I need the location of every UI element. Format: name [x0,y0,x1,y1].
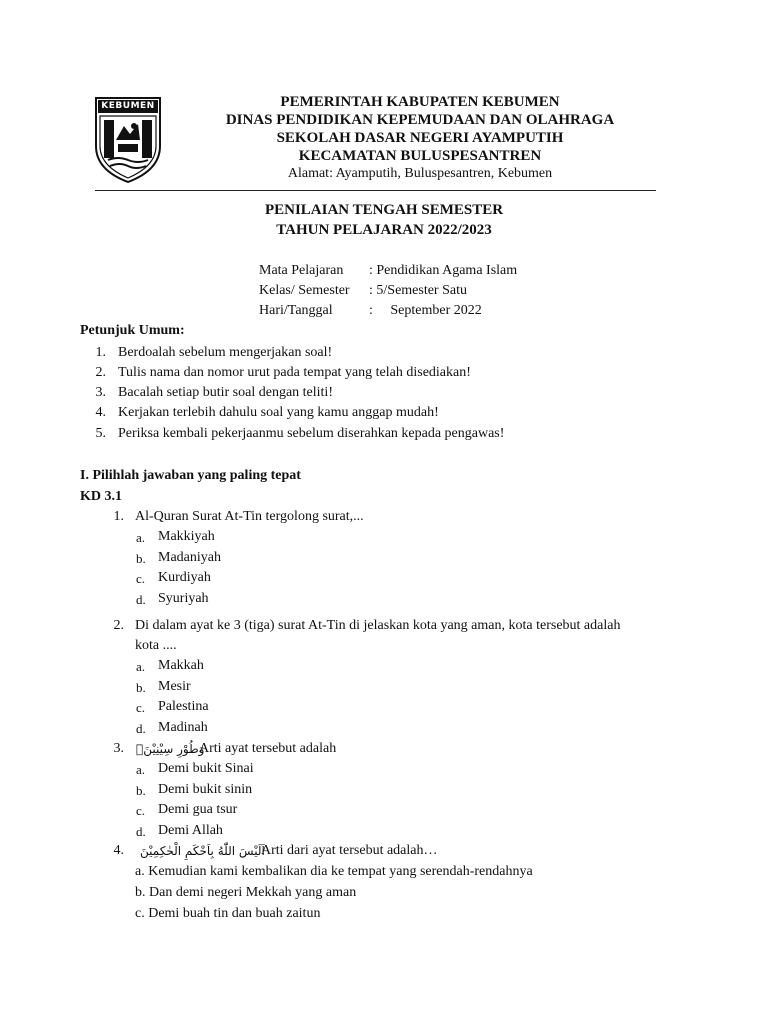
section-kd: KD 3.1 [80,489,122,504]
instruction-text: Periksa kembali pekerjaanmu sebelum diserahkan kepada pengawas! [118,426,505,441]
header-address: Alamat: Ayamputih, Buluspesantren, Kebumen [287,166,553,181]
header-line-1: PEMERINTAH KABUPATEN KEBUMEN [280,94,560,110]
option-text: Syuriyah [158,591,209,606]
option-text: a. Kemudian kami kembalikan dia ke tempat yang serendah-rendahnya [135,864,533,879]
option-letter: a. [136,762,146,777]
option-letter: d. [136,721,146,736]
option-text: Madinah [158,720,208,735]
header-line-4: KECAMATAN BULUSPESANTREN [298,148,542,164]
info-value: : Pendidikan Agama Islam [369,263,518,278]
option-text: Makkiyah [158,529,215,544]
question-text-continued: kota .... [135,638,177,653]
option-text: b. Dan demi negeri Mekkah yang aman [135,885,357,900]
option-letter: c. [136,803,146,818]
header-line-2: DINAS PENDIDIKAN KEPEMUDAAN DAN OLAHRAGA [225,112,615,128]
instruction-number: 5. [95,426,106,441]
question-text: Di dalam ayat ke 3 (tiga) surat At-Tin di jelaskan kota yang aman, kota tersebut adalah [135,618,621,633]
option-text: c. Demi buah tin dan buah zaitun [135,906,321,921]
instruction-number: 4. [95,405,106,420]
option-letter: a. [136,530,146,545]
option-text: Mesir [158,679,191,694]
option-letter: c. [136,700,146,715]
option-letter: b. [136,680,146,695]
instruction-text: Kerjakan terlebih dahulu soal yang kamu anggap mudah! [118,405,439,420]
question-number: 2. [113,618,124,633]
instructions-title: Petunjuk Umum: [80,323,185,338]
option-letter: c. [136,571,146,586]
instruction-number: 3. [95,385,106,400]
info-class [259,283,467,299]
header-line-3: SEKOLAH DASAR NEGERI AYAMPUTIH [276,130,564,146]
logo-text: KEBUMEN [101,101,155,111]
info-value: : September 2022 [369,303,482,318]
arabic-verse: اَلَيْسَ اللّٰهُ بِاَحْكَمِ الْحٰكِمِيْنَ [140,844,265,858]
option-letter: d. [136,824,146,839]
instruction-number: 2. [95,365,106,380]
header-divider [95,190,656,191]
option-letter: a. [136,659,146,674]
option-text: Demi bukit Sinai [158,761,254,776]
question-text: Arti ayat tersebut adalah [199,741,337,756]
instruction-text: Tulis nama dan nomor urut pada tempat yang telah disediakan! [118,365,471,380]
instruction-text: Berdoalah sebelum mengerjakan soal! [118,345,333,360]
option-text: Demi bukit sinin [158,782,253,797]
instruction-text: Bacalah setiap butir soal dengan teliti! [118,385,333,400]
option-text: Palestina [158,699,209,714]
question-text: Al-Quran Surat At-Tin tergolong surat,... [135,509,364,524]
section-title: I. Pilihlah jawaban yang paling tepat [80,468,301,483]
info-date [259,303,482,319]
info-label: Mata Pelajaran [259,263,344,278]
option-text: Kurdiyah [158,570,211,585]
info-subject [259,263,517,279]
info-value: : 5/Semester Satu [369,283,467,298]
arabic-verse: وَطُوْرِ سِيْنِيْنَۙ [136,742,205,756]
question-number: 1. [113,509,124,524]
question-text: Arti dari ayat tersebut adalah… [261,843,438,858]
exam-title: PENILAIAN TENGAH SEMESTER [264,202,504,218]
option-letter: d. [136,592,146,607]
option-text: Demi gua tsur [158,802,238,817]
option-text: Demi Allah [158,823,223,838]
option-letter: b. [136,551,146,566]
instruction-number: 1. [95,345,106,360]
option-text: Makkah [158,658,204,673]
question-number: 4. [113,843,124,858]
info-label: Kelas/ Semester [259,283,350,298]
info-label: Hari/Tanggal [259,303,333,318]
option-text: Madaniyah [158,550,221,565]
exam-year: TAHUN PELAJARAN 2022/2023 [276,222,492,238]
option-letter: b. [136,783,146,798]
question-number: 3. [113,741,124,756]
